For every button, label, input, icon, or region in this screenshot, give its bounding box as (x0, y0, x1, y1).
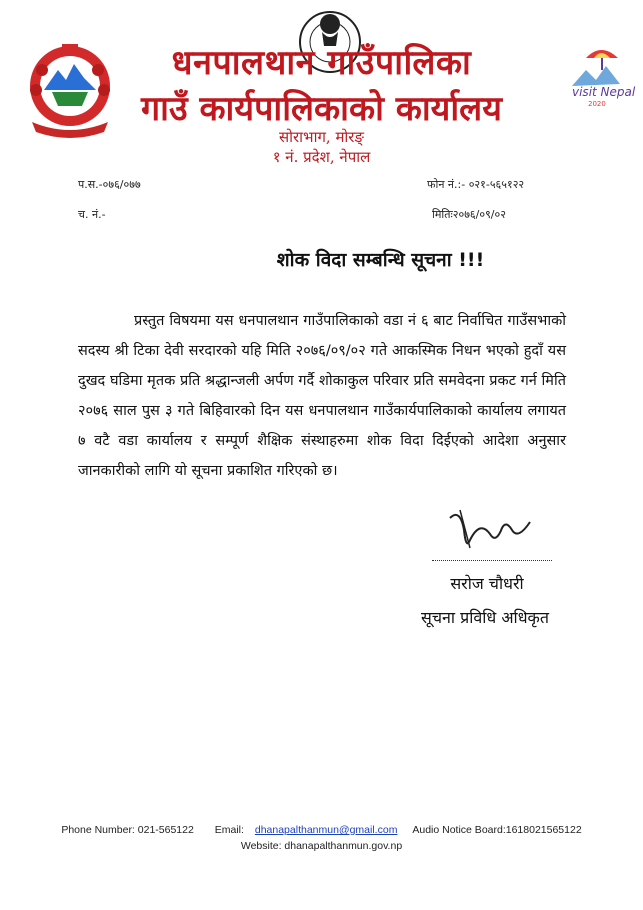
dispatch-number: च. नं.- (78, 208, 106, 221)
reference-number: प.स.-०७६/०७७ (78, 178, 141, 191)
phone-number: फोन नं.:- ०२१-५६५१२२ (427, 178, 525, 191)
footer-email-label: Email: (214, 824, 244, 836)
notice-title: शोक विदा सम्बन्धि सूचना !!! (276, 249, 485, 271)
footer-phone: Phone Number: 021-565122 (61, 824, 194, 836)
address-line-2: १ नं. प्रदेश, नेपाल (272, 148, 371, 166)
svg-text:visit Nepal: visit Nepal (572, 85, 636, 99)
footer-email-link[interactable]: dhanapalthanmun@gmail.com (254, 824, 398, 836)
signatory-name: सरोज चौधरी (450, 574, 524, 593)
footer-contact (0, 824, 643, 836)
svg-text:2020: 2020 (588, 100, 606, 108)
signatory-post: सूचना प्रविधि अधिकृत (421, 608, 549, 627)
notice-body: प्रस्तुत विषयमा यस धनपालथान गाउँपालिकाको वडा नं ६ बाट निर्वाचित गाउँसभाको सदस्य श्री टिका देवी सरदारको यहि मिति २०७६/०९/०२ गते आकस्मिक निधन भएको हुदाँ यस दुखद घडिमा मृतक प्रति श्रद्धान्जली अर्पण गर्दै शोकाकुल परिवार प्रति समवेदना प्रकट गर्न मिति २०७६ साल पुस ३ गते बिहिवारको दिन यस धनपालथान गाउँकार्यपालिकाको कार्यालय लगायत ७ वटै वडा कार्यालय र सम्पूर्ण शैक्षिक संस्थाहरुमा शोक विदा दिईएको आदेशा अनुसार जानकारीको लागि यो सूचना प्रकाशित गरिएको छ। (78, 313, 566, 479)
letter-date: मितिः२०७६/०९/०२ (432, 208, 506, 221)
footer-website: Website: dhanapalthanmun.gov.np (240, 840, 403, 852)
footer-audio-board: Audio Notice Board:1618021565122 (412, 824, 582, 836)
municipality-name: धनपालथान गाउँपालिका (171, 43, 472, 83)
address-line-1: सोराभाग, मोरङ् (278, 128, 364, 146)
signature-line (432, 560, 552, 561)
signature-icon (440, 500, 540, 560)
office-name: गाउँ कार्यपालिकाको कार्यालय (141, 89, 502, 129)
